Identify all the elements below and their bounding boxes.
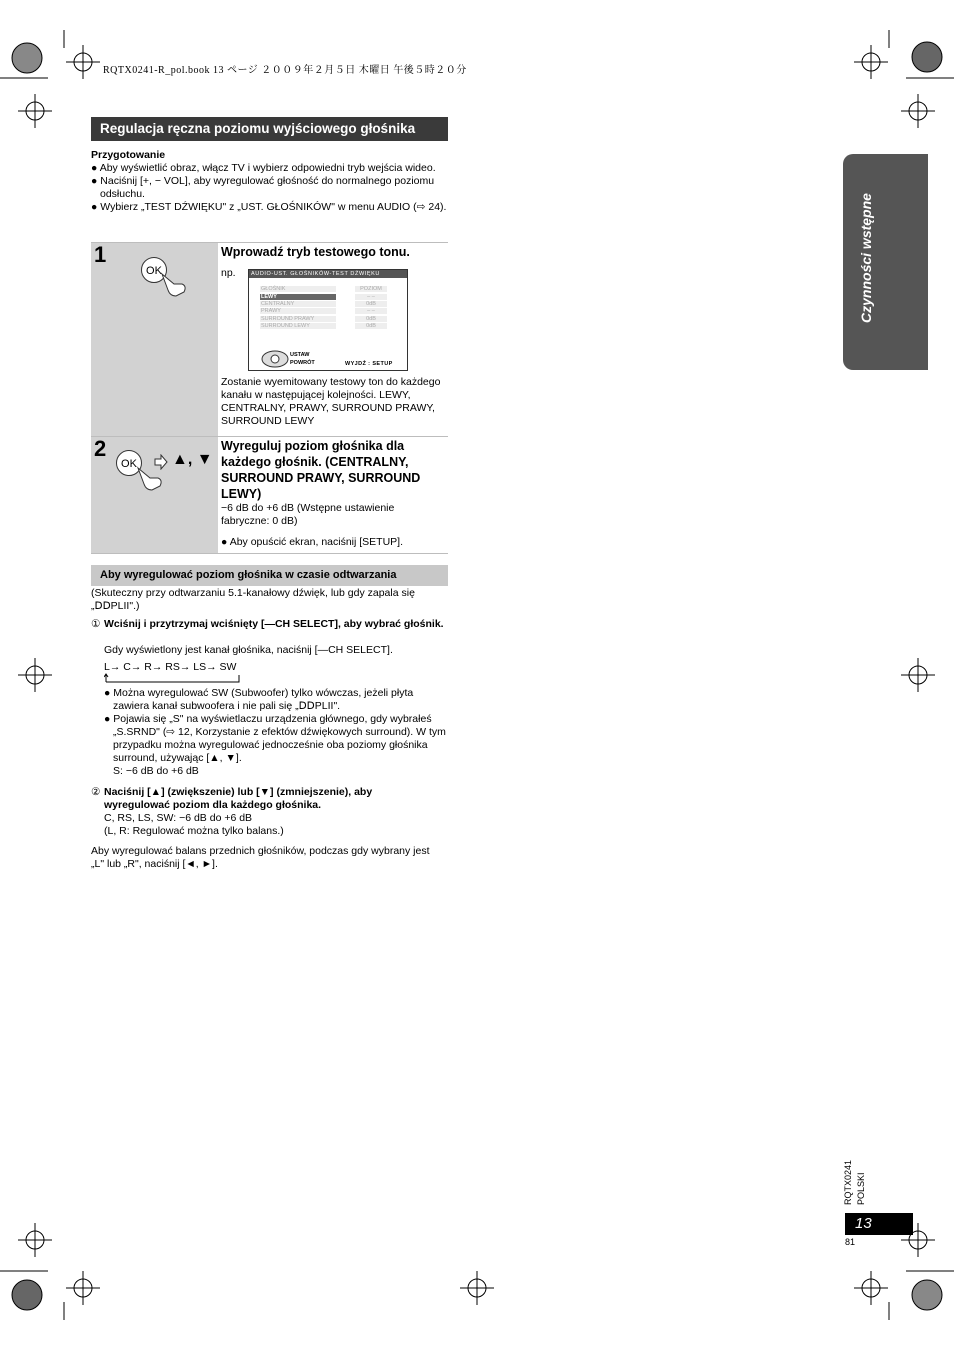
osd-row: SURROUND PRAWY <box>260 316 336 322</box>
channel-sequence: L→ C→ R→ RS→ LS→ SW <box>104 661 237 673</box>
playback-step1-title: Wciśnij i przytrzymaj wciśnięty [—CH SELECT], aby wybrać głośnik. <box>104 618 444 630</box>
page-number: 13 <box>845 1213 913 1235</box>
step2-title: Wyreguluj poziom głośnika dla każdego głośnik. (CENTRALNY, SURROUND PRAWY, SURROUND LEWY) <box>221 439 421 501</box>
hand-pointer-icon <box>160 272 188 298</box>
osd-col-level: POZIOM <box>355 286 387 292</box>
playback-bullet: ● Pojawia się „S" na wyświetlaczu urządzenia głównego, gdy wybrałeś „S.SRND" (⇨ 12, Korzystanie z efektów dźwiękowych surround). W tym przypadku można wyregulować jednocześnie oba poziomy głośnika surround, używając [▲, ▼]. <box>104 713 446 764</box>
step2-range: −6 dB do +6 dB (Wstępne ustawienie fabryczne: 0 dB) <box>221 502 395 527</box>
preparation-block <box>91 149 448 214</box>
remote-dial-icon <box>261 350 289 368</box>
step1-title: Wprowadź tryb testowego tonu. <box>221 245 410 259</box>
chapter-tab <box>843 154 928 370</box>
balance-note: Aby wyregulować balans przednich głośników, podczas gdy wybrany jest „L" lub „R", naciśnij [◄, ►]. <box>91 845 430 870</box>
osd-row: LEWY <box>260 294 336 300</box>
print-header: RQTX0241-R_pol.book 13 ページ ２００９年２月５日 木曜日 午後５時２０分 <box>103 65 467 76</box>
osd-value: 0dB <box>355 316 387 322</box>
osd-row: CENTRALNY <box>260 301 336 307</box>
osd-value: 0dB <box>355 301 387 307</box>
model-code: RQTX0241 <box>843 1159 853 1205</box>
playback-step2-title: Naciśnij [▲] (zwiększenie) lub [▼] (zmniejszenie), aby wyregulować poziom dla każdego głośnika. <box>104 786 373 811</box>
step2-note: ● Aby opuścić ekran, naciśnij [SETUP]. <box>221 536 404 548</box>
playback-step2-range: C, RS, LS, SW: −6 dB do +6 dB <box>104 812 253 824</box>
osd-exit-label: WYJDŹ : SETUP <box>345 361 393 367</box>
section-title: Regulacja ręczna poziomu wyjściowego głośnika <box>91 117 448 141</box>
preparation-label: Przygotowanie <box>91 149 166 161</box>
sequence-loop-arrow <box>104 673 242 683</box>
osd-value: – – <box>355 308 387 314</box>
divider <box>91 553 448 554</box>
chapter-tab-label: Czynności wstępne <box>858 193 874 323</box>
prep-item: ● Wybierz „TEST DŹWIĘKU" z „UST. GŁOŚNIKÓW" w menu AUDIO (⇨ 24). <box>91 201 447 213</box>
playback-step2-number: ② <box>91 786 101 798</box>
osd-value: – – <box>355 294 387 300</box>
osd-value: 0dB <box>355 323 387 329</box>
example-label: np. <box>221 267 236 279</box>
playback-step1-number: ① <box>91 618 101 630</box>
ok-button-icon: OK <box>141 257 167 283</box>
osd-screen <box>248 269 408 371</box>
osd-row: SURROUND LEWY <box>260 323 336 329</box>
arrow-right-icon <box>154 454 168 470</box>
step1-number: 1 <box>94 242 107 267</box>
playback-title: Aby wyregulować poziom głośnika w czasie odtwarzania <box>91 565 448 586</box>
language-label: POLSKI <box>856 1172 866 1205</box>
osd-back-label: POWRÓT <box>290 360 315 366</box>
playback-bullet: ● Można wyregulować SW (Subwoofer) tylko wówczas, jeżeli płyta zawiera kanał subwoofera i nie pali się „ⅮⅮPLII". <box>104 687 414 712</box>
s-range: S: −6 dB do +6 dB <box>113 765 199 777</box>
osd-col-speaker: GŁOŚNIK <box>260 286 336 292</box>
ok-button-icon: OK <box>116 450 142 476</box>
up-down-arrows: ▲, ▼ <box>172 451 213 468</box>
osd-header: AUDIO-UST. GŁOŚNIKÓW-TEST DŹWIĘKU <box>249 270 407 278</box>
osd-row: PRAWY <box>260 308 336 314</box>
prep-item: ● Naciśnij [+, − VOL], aby wyregulować głośność do normalnego poziomu odsłuchu. <box>91 175 435 200</box>
playback-intro: (Skuteczny przy odtwarzaniu 5.1-kanałowy dźwięk, lub gdy zapala się „ⅮⅮPLII".) <box>91 587 415 612</box>
sub-page-number: 81 <box>845 1237 856 1247</box>
osd-set-label: USTAW <box>290 352 310 358</box>
playback-bullets <box>104 687 447 778</box>
step2-number: 2 <box>94 436 107 461</box>
step1-body: Zostanie wyemitowany testowy ton do każdego kanału w następującej kolejności. LEWY, CENTRALNY, PRAWY, SURROUND PRAWY, SURROUND LEWY <box>221 376 441 427</box>
prep-item: ● Aby wyświetlić obraz, włącz TV i wybierz odpowiedni tryb wejścia wideo. <box>91 162 436 174</box>
playback-step1-body: Gdy wyświetlony jest kanał głośnika, naciśnij [—CH SELECT]. <box>104 644 393 656</box>
playback-step2-note: (L, R: Regulować można tylko balans.) <box>104 825 284 837</box>
